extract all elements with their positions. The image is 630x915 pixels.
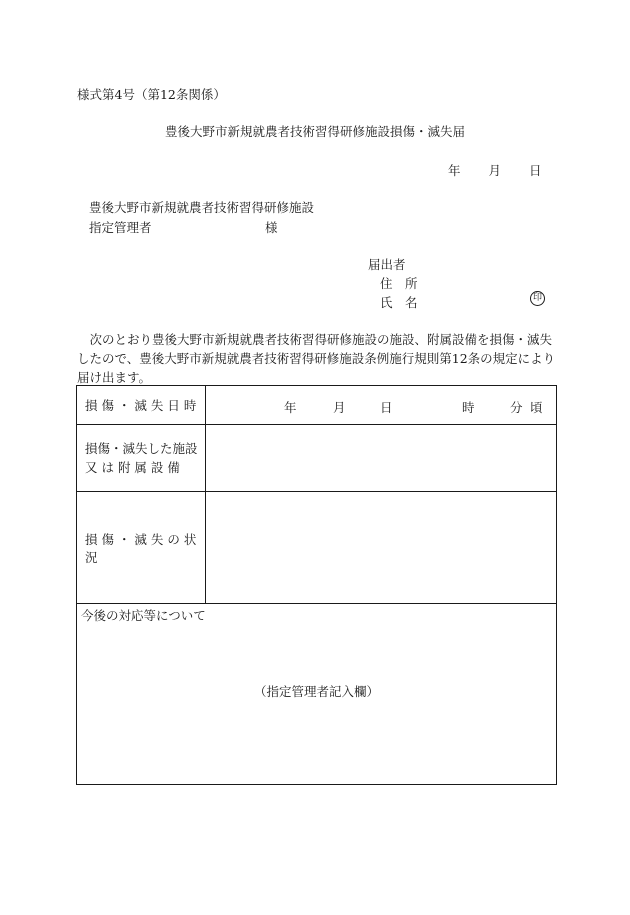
report-table bbox=[76, 385, 557, 785]
table-row bbox=[77, 425, 557, 492]
date-day: 日 bbox=[529, 163, 542, 178]
datetime-field[interactable] bbox=[206, 386, 557, 425]
body-paragraph: 次のとおり豊後大野市新規就農者技術習得研修施設の施設、附属設備を損傷・滅失したので、豊後大野市新規就農者技術習得研修施設条例施行規則第12条の規定により届け出ます。 bbox=[77, 332, 556, 385]
notifier-address-label: 住 所 bbox=[380, 276, 418, 291]
condition-field[interactable] bbox=[206, 492, 557, 604]
addressee-manager bbox=[89, 218, 278, 236]
unit-year: 年 bbox=[284, 400, 297, 415]
seal-mark: 印 bbox=[530, 291, 545, 306]
facility-field[interactable] bbox=[206, 425, 557, 492]
document-title: 豊後大野市新規就農者技術習得研修施設損傷・滅失届 bbox=[164, 124, 465, 139]
form-number: 様式第4号（第12条関係） bbox=[77, 87, 226, 102]
date-year: 年 bbox=[448, 163, 461, 178]
unit-hour: 時 bbox=[462, 400, 475, 415]
table-row bbox=[77, 386, 557, 425]
honorific: 様 bbox=[265, 220, 278, 235]
table-row bbox=[77, 492, 557, 604]
facility-label-line1: 損傷・滅失した施設 bbox=[85, 441, 198, 456]
date-month: 月 bbox=[488, 163, 502, 178]
addressee-facility: 豊後大野市新規就農者技術習得研修施設 bbox=[89, 200, 315, 215]
table-row bbox=[77, 604, 557, 785]
future-response-field[interactable] bbox=[77, 604, 557, 785]
notifier-label: 届出者 bbox=[368, 257, 406, 272]
unit-approx: 頃 bbox=[530, 400, 543, 415]
unit-minute: 分 bbox=[510, 400, 523, 415]
notifier-name-label: 氏 名 bbox=[380, 295, 418, 310]
future-response-label: 今後の対応等について bbox=[81, 608, 206, 623]
manager-entry-note: （指定管理者記入欄） bbox=[253, 684, 379, 699]
facility-label bbox=[77, 425, 206, 492]
submission-date bbox=[448, 161, 542, 179]
manager-label: 指定管理者 bbox=[89, 220, 152, 235]
datetime-label: 損 傷 ・ 滅 失 日 時 bbox=[77, 386, 206, 425]
unit-month: 月 bbox=[333, 400, 346, 415]
facility-label-line2: 又 は 附 属 設 備 bbox=[85, 460, 180, 475]
unit-day: 日 bbox=[380, 400, 393, 415]
condition-label: 損 傷 ・ 滅 失 の 状 況 bbox=[77, 492, 206, 604]
